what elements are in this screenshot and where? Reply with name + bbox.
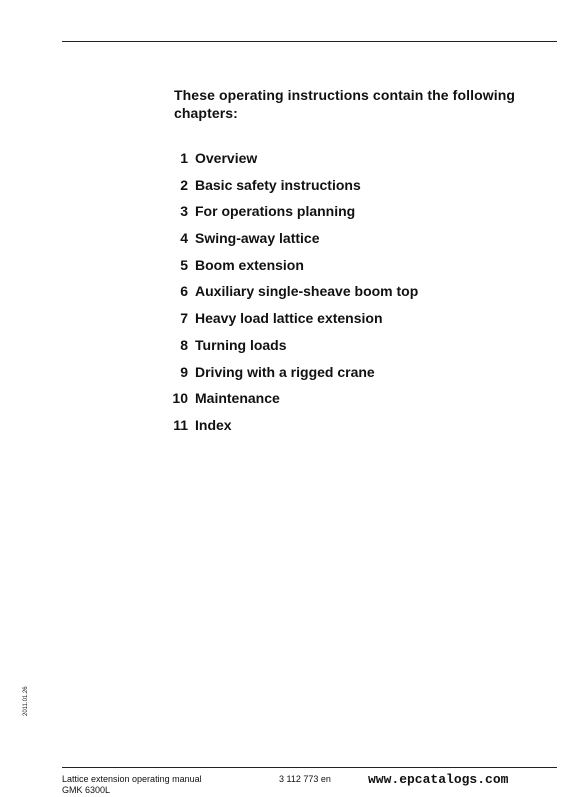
chapter-number: 5	[180, 256, 188, 273]
chapter-item	[162, 229, 522, 256]
chapter-title: Index	[195, 416, 232, 433]
chapter-title: Boom extension	[195, 256, 304, 273]
chapter-title: Overview	[195, 150, 258, 166]
chapter-number: 8	[180, 336, 188, 353]
chapter-item	[162, 309, 522, 336]
chapter-item	[162, 336, 522, 363]
footer-doc-number: 3 112 773 en	[279, 774, 331, 784]
chapter-title: Heavy load lattice extension	[195, 310, 383, 327]
header-rule	[62, 41, 557, 42]
footer-manual-title: Lattice extension operating manual	[62, 774, 202, 784]
footer-model: GMK 6300L	[62, 785, 111, 795]
chapter-item	[162, 176, 522, 203]
chapter-number: 11	[173, 416, 188, 433]
chapter-title: Auxiliary single-sheave boom top	[195, 283, 419, 300]
chapter-title: Swing-away lattice	[195, 230, 320, 247]
intro-text	[174, 86, 534, 122]
chapter-number: 4	[180, 230, 188, 247]
chapter-number: 6	[180, 283, 188, 300]
chapter-number: 2	[180, 176, 188, 193]
chapter-title: Maintenance	[195, 390, 280, 407]
chapter-item	[162, 149, 522, 176]
side-date-stamp: 2011.01.26	[23, 686, 29, 716]
footer-watermark-url: www.epcatalogs.com	[368, 772, 509, 787]
chapter-title: Turning loads	[195, 336, 287, 353]
footer-rule	[62, 767, 557, 768]
chapter-title: Driving with a rigged crane	[195, 363, 375, 380]
footer-manual-info	[62, 774, 202, 796]
chapter-title: For operations planning	[195, 203, 356, 220]
chapter-item	[162, 363, 522, 390]
chapter-list	[162, 149, 522, 443]
chapter-number: 9	[180, 363, 188, 380]
intro-line-2: chapters:	[174, 105, 238, 121]
chapter-item	[162, 256, 522, 283]
chapter-number: 7	[180, 310, 188, 327]
chapter-number: 3	[180, 203, 188, 220]
chapter-number: 1	[180, 150, 188, 166]
chapter-item	[162, 416, 522, 443]
chapter-item	[162, 202, 522, 229]
chapter-title: Basic safety instructions	[195, 176, 361, 193]
chapter-item	[162, 282, 522, 309]
intro-line-1: These operating instructions contain the following	[174, 87, 516, 103]
chapter-number: 10	[172, 390, 188, 407]
chapter-item	[162, 389, 522, 416]
